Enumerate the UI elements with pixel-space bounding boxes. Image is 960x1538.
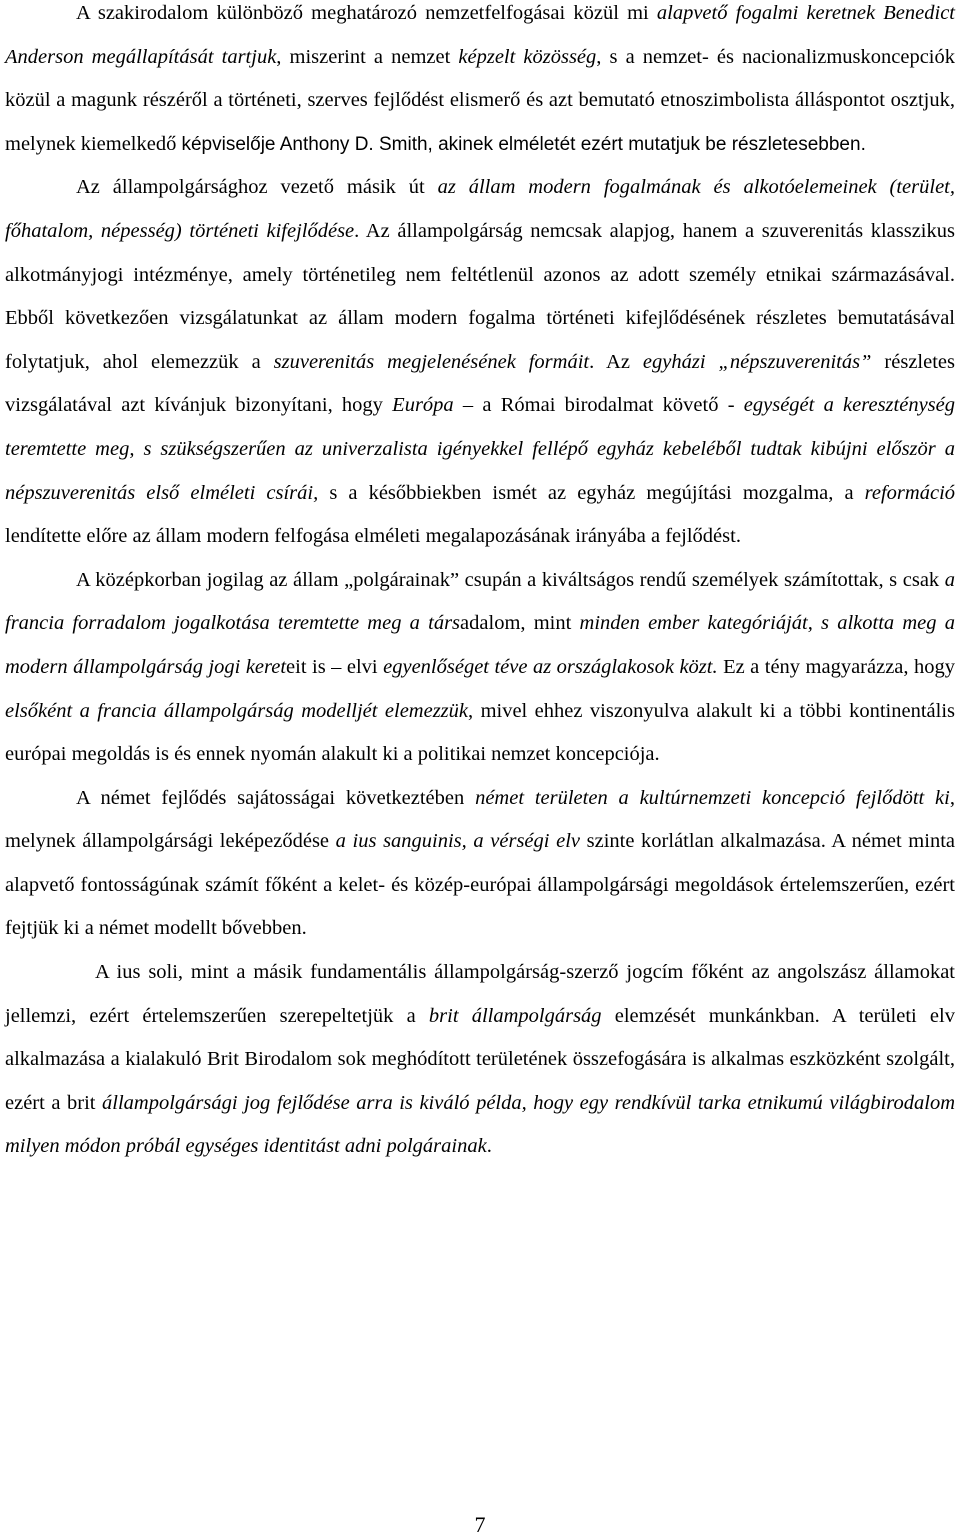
paragraph-3 — [5, 559, 955, 777]
text-run: lendítette előre az állam modern felfogása elméleti megalapozásának irányába a fejlődést. — [5, 525, 741, 548]
text-run: A szakirodalom különböző meghatározó nemzetfelfogásai közül mi — [76, 2, 657, 24]
text-run: elemzését munkánkban. A területi elv alkalmazása a kialakuló Brit Birodalom sok meghódított területének összefogására is alkalmas eszközként szolgált, ezért a brit — [5, 1004, 955, 1114]
text-run: , mivel ehhez viszonyulva alakult ki a többi kontinentális európai megoldás is és ennek nyomán alakult ki a politikai nemzet koncepciója. — [5, 699, 955, 766]
text-run: , melynek állampolgársági leképeződése — [5, 786, 955, 853]
paragraph-2 — [5, 166, 955, 558]
paragraph-4 — [5, 777, 955, 951]
sans-run: képviselője Anthony D. Smith, akinek elméletét ezért mutatjuk be részletesebben. — [181, 133, 866, 155]
italic-run: egyházi „népszuverenitás” — [642, 350, 872, 373]
italic-run: a ius sanguinis, a vérségi elv — [335, 830, 580, 853]
text-run: A ius soli, mint a másik fundamentális állampolgárság-szerző jogcím főként az angolszász államokat jellemzi, ezért értelemszerűen szerepeltetjük a — [5, 961, 955, 1027]
text-run: részletes vizsgálatával azt kívánjuk bizonyítani, hogy — [5, 350, 955, 417]
text-run: s a későbbiekben ismét az egyház megújítási mozgalma, a — [318, 481, 865, 504]
text-run: Az állampolgársághoz vezető másik út — [76, 176, 438, 199]
text-run: szinte korlátlan alkalmazása. A német minta alapvető fontosságúnak számít főként a kelet- és közép-európai állampolgársági megoldások értelemszerűen, ezért fejtjük ki a német modellt bővebben. — [5, 830, 955, 940]
italic-run: egységét a kereszténység teremtette meg, s szükségszerűen az univerzalista igényekkel fellépő egyház kebeléből tudtak kibújni először a népszuverenitás első elméleti csírái, — [5, 394, 955, 504]
italic-run: képzelt közösség — [458, 45, 597, 68]
italic-run: brit állampolgárság — [428, 1004, 602, 1027]
text-run: , s a nemzet- és nacionalizmuskoncepciók közül a magunk részéről a történeti, szerves fejlődést elismerő és azt bemutató etnoszimbolista álláspontot osztjuk, melynek kiemelkedő — [5, 45, 955, 155]
italic-run: alapvető fogalmi keretnek Benedict Anderson megállapítását tartjuk — [5, 2, 955, 68]
document-page — [5, 0, 955, 1169]
text-run: . — [486, 1135, 492, 1158]
text-run: A középkorban jogilag az állam „polgárainak” csupán a kiváltságos rendű személyek számítottak, s csak — [76, 568, 945, 591]
paragraph-1 — [5, 0, 955, 166]
italic-run: Európa — [392, 394, 454, 417]
text-run: eit is – elvi — [286, 655, 384, 678]
italic-run: a francia forradalom jogalkotása teremtette meg a társ — [5, 568, 955, 635]
text-run: A német fejlődés sajátosságai következtében — [76, 786, 476, 809]
italic-run: reformáció — [864, 481, 956, 504]
paragraph-5 — [5, 951, 955, 1169]
text-run: . Az — [589, 350, 643, 373]
text-run: . Az állampolgárság nemcsak alapjog, hanem a szuverenitás klasszikus alkotmányjogi intézménye, amely történetileg nem feltétlenül azonos az adott személy etnikai származásával. Ebből következően vizsgálatunkat az állam modern fogalma történeti kifejlődésének részletes bemutatásával folytatjuk, ahol elemezzük a — [5, 219, 955, 373]
italic-run: minden ember kategóriáját, s alkotta meg a modern állampolgárság jogi keret — [5, 612, 955, 678]
text-run: , miszerint a nemzet — [276, 45, 459, 68]
italic-run: állampolgársági jog fejlődése arra is kiváló példa, hogy egy rendkívül tarka etnikumú világbirodalom milyen módon próbál egységes identitást adni polgárainak — [5, 1091, 955, 1158]
italic-run: egyenlőséget téve az országlakosok közt. — [383, 655, 718, 678]
text-run: Ez a tény magyarázza, hogy — [717, 655, 956, 678]
italic-run: szuverenitás megjelenésének formáit — [273, 350, 590, 373]
italic-run: elsőként a francia állampolgárság modelljét elemezzük — [5, 699, 469, 722]
italic-run: német területen a kultúrnemzeti koncepció fejlődött ki — [475, 786, 950, 809]
page-number: 7 — [474, 1512, 486, 1537]
text-run: adalom, mint — [460, 612, 580, 635]
italic-run: az állam modern fogalmának és alkotóelemeinek (terület, főhatalom, népesség) történeti kifejlődése — [5, 176, 955, 242]
text-run: – a Római birodalmat követő - — [453, 394, 744, 417]
